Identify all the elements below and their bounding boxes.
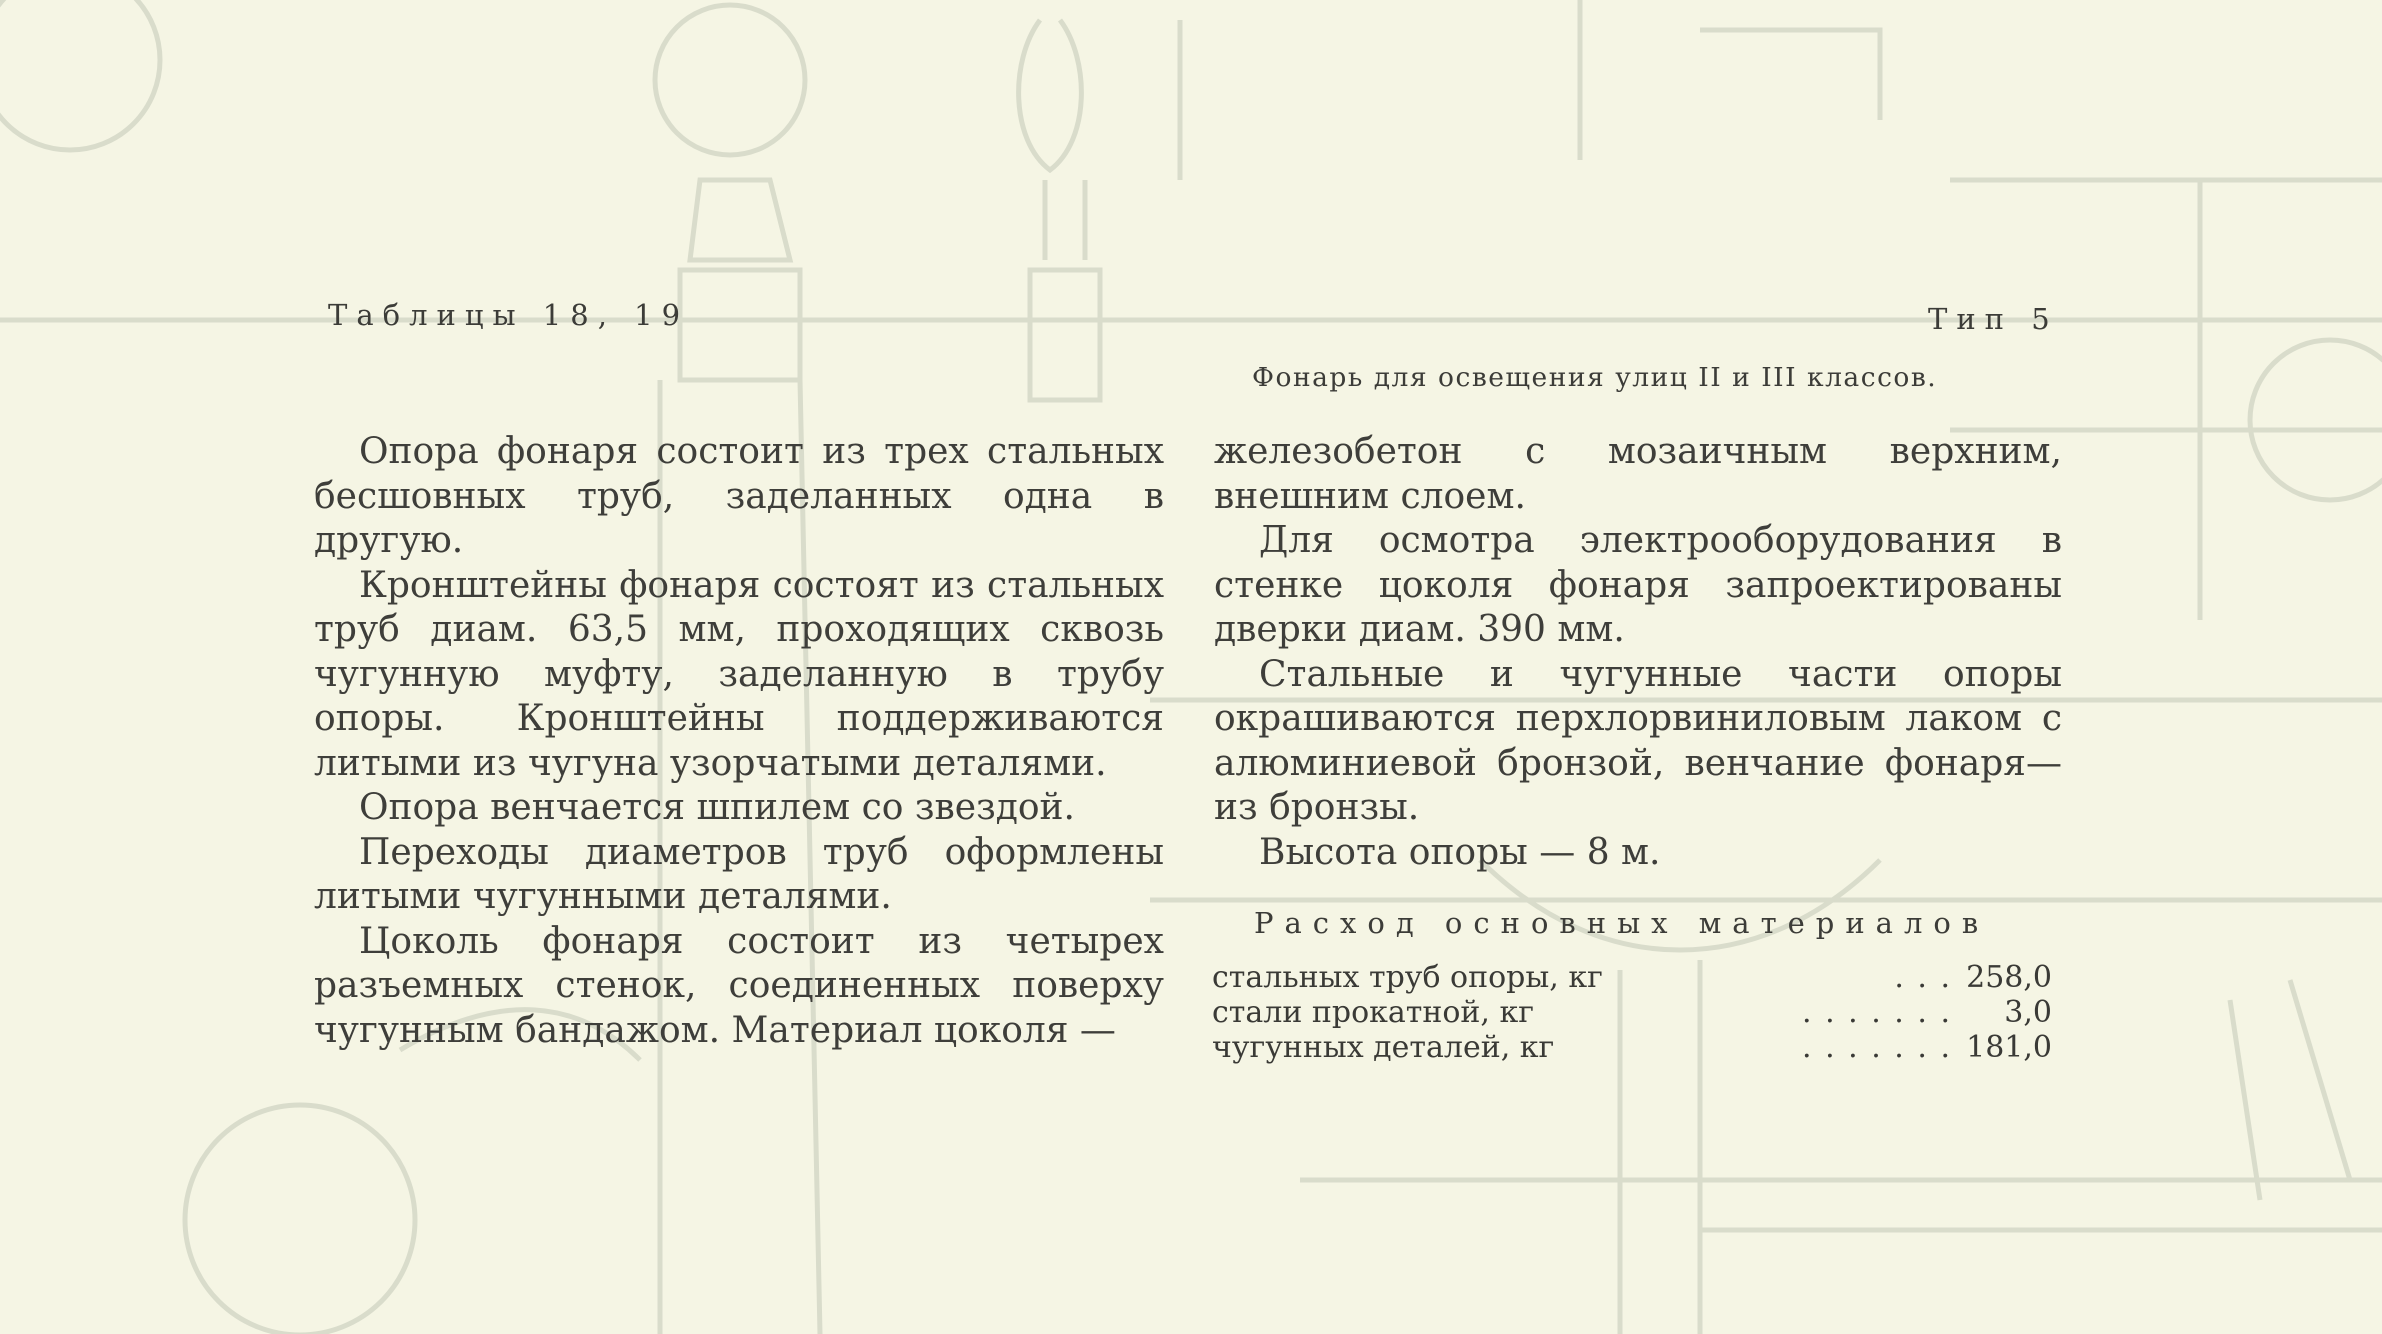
paragraph: Кронштейны фонаря состоят из стальных труб диам. 63,5 мм, проходящих сквозь чугунную муфту, заделанную в трубу опоры. Кронштейны поддерживаются литыми из чугуна узорчатыми деталями. <box>314 564 1164 784</box>
paragraph: Стальные и чугунные части опоры окрашиваются перхлорвиниловым лаком с алюминиевой бронзой, венчание фонаря— из бронзы. <box>1214 653 2062 828</box>
paragraph: Опора венчается шпилем со звездой. <box>359 787 1075 828</box>
paragraph: Для осмотра электрооборудования в стенке цоколя фонаря запроектированы дверки диам. 390 мм. <box>1214 520 2062 650</box>
material-value: 181,0 <box>1966 1030 2052 1065</box>
paragraph: Высота опоры — 8 м. <box>1259 831 1661 873</box>
materials-row <box>1212 1030 2052 1065</box>
right-text-column <box>1214 430 2062 875</box>
paragraph: Цоколь фонаря состоит из четырех разъемных стенок, соединенных поверху чугунным бандажом. Материал цоколя — <box>314 920 1164 1051</box>
material-name: чугунных деталей, кг <box>1212 1030 1555 1065</box>
header-type: Тип 5 <box>1928 302 2059 336</box>
leader-dots: . . . <box>1894 960 1952 995</box>
left-text-column <box>314 430 1164 1053</box>
materials-row <box>1212 960 2052 995</box>
material-name: стали прокатной, кг <box>1212 995 1534 1030</box>
paragraph: Опора фонаря состоит из трех стальных бесшовных труб, заделанных одна в другую. <box>314 431 1164 561</box>
paragraph: железобетон с мозаичным верхним, внешним слоем. <box>1214 431 2062 517</box>
material-name: стальных труб опоры, кг <box>1212 960 1603 995</box>
paragraph: Переходы диаметров труб оформлены литыми чугунными деталями. <box>314 831 1164 917</box>
materials-title: Расход основных материалов <box>1254 906 1990 940</box>
material-value: 258,0 <box>1966 960 2052 995</box>
leader-dots: . . . . . . . <box>1802 995 1952 1030</box>
header-table-ref: Таблицы 18, 19 <box>328 298 690 332</box>
leader-dots: . . . . . . . <box>1802 1030 1952 1065</box>
page-subtitle: Фонарь для освещения улиц II и III классов. <box>1252 362 1938 393</box>
material-value: 3,0 <box>2004 995 2052 1030</box>
materials-row <box>1212 995 2052 1030</box>
